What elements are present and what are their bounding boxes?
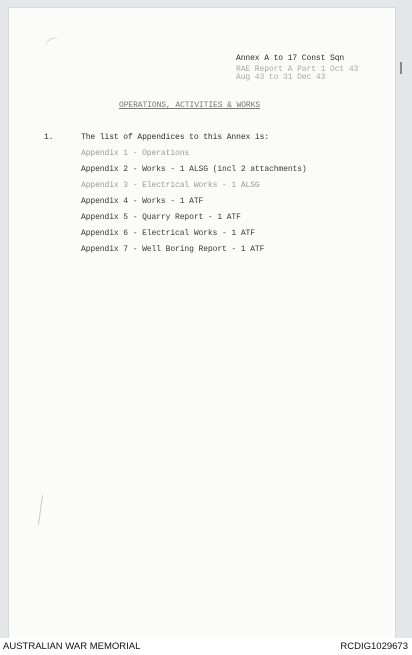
appendix-item: Appendix 4 - Works - 1 ATF <box>81 197 204 206</box>
appendix-item: Appendix 6 - Electrical Works - 1 ATF <box>81 229 255 238</box>
appendix-item: Appendix 5 - Quarry Report - 1 ATF <box>81 213 241 222</box>
record-id: RCDIG1029673 <box>340 641 408 652</box>
paper-mark <box>44 35 62 52</box>
appendix-item: Appendix 7 - Well Boring Report - 1 ATF <box>81 245 265 254</box>
paragraph-number: 1. <box>44 133 54 142</box>
report-reference: RAE Report A Part 1 Oct 43 <box>236 65 359 74</box>
report-period: Aug 43 to 31 Dec 43 <box>236 73 326 82</box>
document-page <box>9 8 395 638</box>
appendix-item: Appendix 3 - Electrical Works - 1 ALSG <box>81 181 260 190</box>
annex-title: OPERATIONS, ACTIVITIES & WORKS <box>119 101 261 110</box>
paper-scratch <box>38 495 43 525</box>
appendix-item: Appendix 1 - Operations <box>81 149 190 158</box>
archive-name: AUSTRALIAN WAR MEMORIAL <box>3 641 141 652</box>
paragraph-text: The list of Appendices to this Annex is: <box>81 133 270 142</box>
appendix-item: Appendix 2 - Works - 1 ALSG (incl 2 attachments) <box>81 165 307 174</box>
annex-reference: Annex A to 17 Const Sqn <box>236 54 345 63</box>
archive-footer <box>0 638 412 654</box>
staple-mark <box>400 62 402 74</box>
